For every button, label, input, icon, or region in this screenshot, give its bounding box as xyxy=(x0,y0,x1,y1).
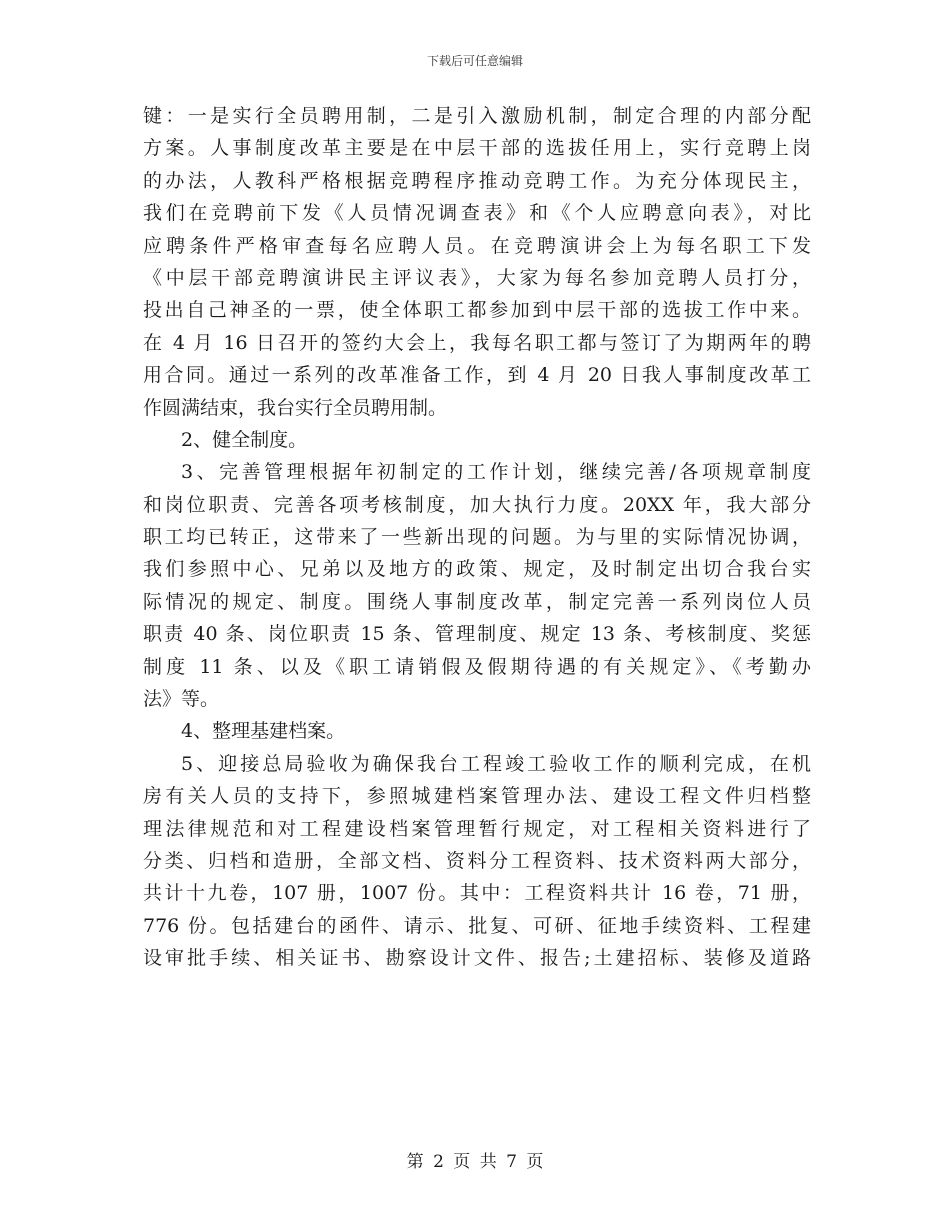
text-line: 法》等。 xyxy=(143,688,220,711)
text-line: 和岗位职责、完善各项考核制度，加大执行力度。20XX 年，我大部分 xyxy=(143,493,811,516)
text-line: 3、完善管理根据年初制定的工作计划，继续完善/各项规章制度 xyxy=(181,461,811,484)
text-line: 设审批手续、相关证书、勘察设计文件、报告;土建招标、装修及道路 xyxy=(143,947,811,970)
text-line: 2、健全制度。 xyxy=(181,428,308,451)
text-line: 用合同。通过一系列的改革准备工作，到 4 月 20 日我人事制度改革工 xyxy=(143,364,811,387)
text-line: 键：一是实行全员聘用制，二是引入激励机制，制定合理的内部分配 xyxy=(143,105,811,127)
text-line: 《中层干部竞聘演讲民主评议表》，大家为每名参加竞聘人员打分， xyxy=(143,266,811,289)
text-line: 际情况的规定、制度。围绕人事制度改革，制定完善一系列岗位人员 xyxy=(143,590,811,613)
text-line: 4、整理基建档案。 xyxy=(181,720,346,743)
text-line: 5、迎接总局验收为确保我台工程竣工验收工作的顺利完成，在机 xyxy=(181,752,811,775)
text-line: 作圆满结束，我台实行全员聘用制。 xyxy=(143,396,448,419)
text-line: 房有关人员的支持下，参照城建档案管理办法、建设工程文件归档整 xyxy=(143,785,811,808)
text-line: 共计十九卷，107 册，1007 份。其中：工程资料共计 16 卷，71 册， xyxy=(143,882,811,905)
text-line: 我们在竞聘前下发《人员情况调查表》和《个人应聘意向表》，对比 xyxy=(143,202,811,225)
page-footer: 第 2 页 共 7 页 xyxy=(406,1152,544,1172)
text-line: 我们参照中心、兄弟以及地方的政策、规定，及时制定出切合我台实 xyxy=(143,558,811,581)
text-line: 在 4 月 16 日召开的签约大会上，我每名职工都与签订了为期两年的聘 xyxy=(143,331,811,354)
text-line: 应聘条件严格审查每名应聘人员。在竞聘演讲会上为每名职工下发 xyxy=(143,234,811,257)
text-line: 方案。人事制度改革主要是在中层干部的选拔任用上，实行竞聘上岗 xyxy=(143,137,811,160)
document-body xyxy=(143,100,811,975)
text-line: 制度 11 条、以及《职工请销假及假期待遇的有关规定》、《考勤办 xyxy=(143,655,811,678)
text-line: 分类、归档和造册，全部文档、资料分工程资料、技术资料两大部分， xyxy=(143,849,811,872)
text-line: 理法律规范和对工程建设档案管理暂行规定，对工程相关资料进行了 xyxy=(143,817,811,840)
page-header: 下载后可任意编辑 xyxy=(426,54,523,68)
text-line: 的办法，人教科严格根据竞聘程序推动竞聘工作。为充分体现民主， xyxy=(143,169,811,192)
text-line: 职工均已转正，这带来了一些新出现的问题。为与里的实际情况协调， xyxy=(143,526,811,549)
text-line: 776 份。包括建台的函件、请示、批复、可研、征地手续资料、工程建 xyxy=(143,914,811,937)
text-line: 职责 40 条、岗位职责 15 条、管理制度、规定 13 条、考核制度、奖惩 xyxy=(143,623,811,646)
text-line: 投出自己神圣的一票，使全体职工都参加到中层干部的选拔工作中来。 xyxy=(143,299,811,322)
